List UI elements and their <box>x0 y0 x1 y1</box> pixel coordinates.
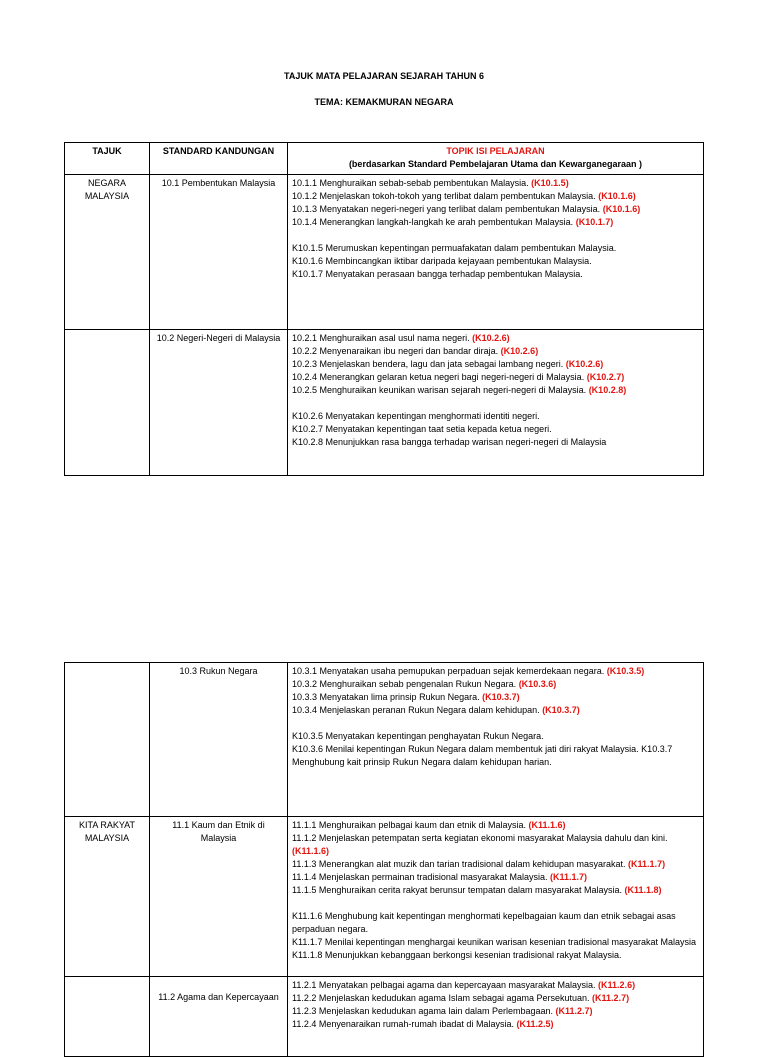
cell-standard: 10.2 Negeri-Negeri di Malaysia <box>150 330 288 476</box>
cell-topik <box>288 977 704 1057</box>
syllabus-table-2 <box>64 662 704 1057</box>
document-theme: TEMA: KEMAKMURAN NEGARA <box>314 97 454 107</box>
list-item: 10.2.2 Menyenaraikan ibu negeri dan bandar diraja. (K10.2.6) <box>292 346 539 356</box>
header-topik-subtitle: (berdasarkan Standard Pembelajaran Utama dan Kewarganegaraan ) <box>348 159 643 169</box>
header-topik-title: TOPIK ISI PELAJARAN <box>446 146 545 156</box>
cell-topik <box>288 663 704 817</box>
list-item: 10.3.3 Menyatakan lima prinsip Rukun Negara. (K10.3.7) <box>292 692 520 702</box>
cell-tajuk <box>65 663 150 817</box>
list-item: 10.3.1 Menyatakan usaha pemupukan perpaduan sejak kemerdekaan negara. (K10.3.5) <box>292 666 645 676</box>
list-item: 11.2.3 Menjelaskan kedudukan agama lain dalam Perlembagaan. (K11.2.7) <box>292 1006 593 1016</box>
cell-tajuk: KITA RAKYAT MALAYSIA <box>65 817 150 977</box>
list-item: 11.1.3 Menerangkan alat muzik dan tarian tradisional dalam kehidupan masyarakat. (K11.1.7) <box>292 859 666 869</box>
cell-topik <box>288 817 704 977</box>
list-item: 10.2.3 Menjelaskan bendera, lagu dan jata sebagai lambang negeri. (K10.2.6) <box>292 359 604 369</box>
list-item: 10.1.1 Menghuraikan sebab-sebab pembentukan Malaysia. (K10.1.5) <box>292 178 569 188</box>
header-topik <box>288 143 704 175</box>
table-row <box>65 977 704 1057</box>
list-item: 10.2.5 Menghuraikan keunikan warisan sejarah negeri-negeri di Malaysia. (K10.2.8) <box>292 385 627 395</box>
k-item: K11.1.8 Menunjukkan kebanggaan berkongsi kesenian tradisional rakyat Malaysia. <box>292 950 622 960</box>
table-row <box>65 817 704 977</box>
cell-tajuk <box>65 330 150 476</box>
list-item: 11.1.1 Menghuraikan pelbagai kaum dan etnik di Malaysia. (K11.1.6) <box>292 820 566 830</box>
cell-standard: 10.1 Pembentukan Malaysia <box>150 175 288 330</box>
k-item: K10.3.6 Menilai kepentingan Rukun Negara dalam membentuk jati diri rakyat Malaysia. K10.3.7 Menghubung kait prinsip Rukun Negara dalam kehidupan harian. <box>292 744 673 767</box>
cell-tajuk: NEGARA MALAYSIA <box>65 175 150 330</box>
list-item: 11.2.2 Menjelaskan kedudukan agama Islam sebagai agama Persekutuan. (K11.2.7) <box>292 993 630 1003</box>
cell-standard: 11.2 Agama dan Kepercayaan <box>150 977 288 1057</box>
k-item: K10.2.6 Menyatakan kepentingan menghormati identiti negeri. <box>292 411 540 421</box>
list-item: 10.3.4 Menjelaskan peranan Rukun Negara dalam kehidupan. (K10.3.7) <box>292 705 580 715</box>
list-item: 11.1.2 Menjelaskan petempatan serta kegiatan ekonomi masyarakat Malaysia dahulu dan kini. (K11.1.6) <box>292 833 668 856</box>
k-item: K10.2.7 Menyatakan kepentingan taat setia kepada ketua negeri. <box>292 424 552 434</box>
cell-standard: 10.3 Rukun Negara <box>150 663 288 817</box>
k-item: K11.1.6 Menghubung kait kepentingan menghormati kepelbagaian kaum dan etnik sebagai asas perpaduan negara. <box>292 911 676 934</box>
cell-topik <box>288 175 704 330</box>
table-header-row <box>65 143 704 175</box>
k-item: K10.2.8 Menunjukkan rasa bangga terhadap warisan negeri-negeri di Malaysia <box>292 437 607 447</box>
k-item: K11.1.7 Menilai kepentingan menghargai keunikan warisan kesenian tradisional masyarakat Malaysia <box>292 937 697 947</box>
cell-topik <box>288 330 704 476</box>
document-title: TAJUK MATA PELAJARAN SEJARAH TAHUN 6 <box>283 71 484 81</box>
list-item: 10.2.1 Menghuraikan asal usul nama negeri. (K10.2.6) <box>292 333 510 343</box>
list-item: 11.1.4 Menjelaskan permainan tradisional masyarakat Malaysia. (K11.1.7) <box>292 872 588 882</box>
k-item: K10.1.5 Merumuskan kepentingan permuafakatan dalam pembentukan Malaysia. <box>292 243 617 253</box>
list-item: 10.3.2 Menghuraikan sebab pengenalan Rukun Negara. (K10.3.6) <box>292 679 557 689</box>
syllabus-table-1 <box>64 142 704 476</box>
list-item: 10.1.4 Menerangkan langkah-langkah ke arah pembentukan Malaysia. (K10.1.7) <box>292 217 614 227</box>
list-item: 10.1.2 Menjelaskan tokoh-tokoh yang terlibat dalam pembentukan Malaysia. (K10.1.6) <box>292 191 636 201</box>
header-standard: STANDARD KANDUNGAN <box>150 143 288 175</box>
list-item: 11.2.4 Menyenaraikan rumah-rumah ibadat di Malaysia. (K11.2.5) <box>292 1019 554 1029</box>
list-item: 10.2.4 Menerangkan gelaran ketua negeri bagi negeri-negeri di Malaysia. (K10.2.7) <box>292 372 625 382</box>
table-row <box>65 330 704 476</box>
k-item: K10.1.7 Menyatakan perasaan bangga terhadap pembentukan Malaysia. <box>292 269 583 279</box>
header-tajuk: TAJUK <box>65 143 150 175</box>
table-row <box>65 175 704 330</box>
k-item: K10.3.5 Menyatakan kepentingan penghayatan Rukun Negara. <box>292 731 544 741</box>
table-row <box>65 663 704 817</box>
cell-standard: 11.1 Kaum dan Etnik di Malaysia <box>150 817 288 977</box>
list-item: 11.1.5 Menghuraikan cerita rakyat berunsur tempatan dalam masyarakat Malaysia. (K11.1.8) <box>292 885 662 895</box>
k-item: K10.1.6 Membincangkan iktibar daripada kejayaan pembentukan Malaysia. <box>292 256 592 266</box>
list-item: 11.2.1 Menyatakan pelbagai agama dan kepercayaan masyarakat Malaysia. (K11.2.6) <box>292 980 636 990</box>
list-item: 10.1.3 Menyatakan negeri-negeri yang terlibat dalam pembentukan Malaysia. (K10.1.6) <box>292 204 641 214</box>
cell-tajuk <box>65 977 150 1057</box>
